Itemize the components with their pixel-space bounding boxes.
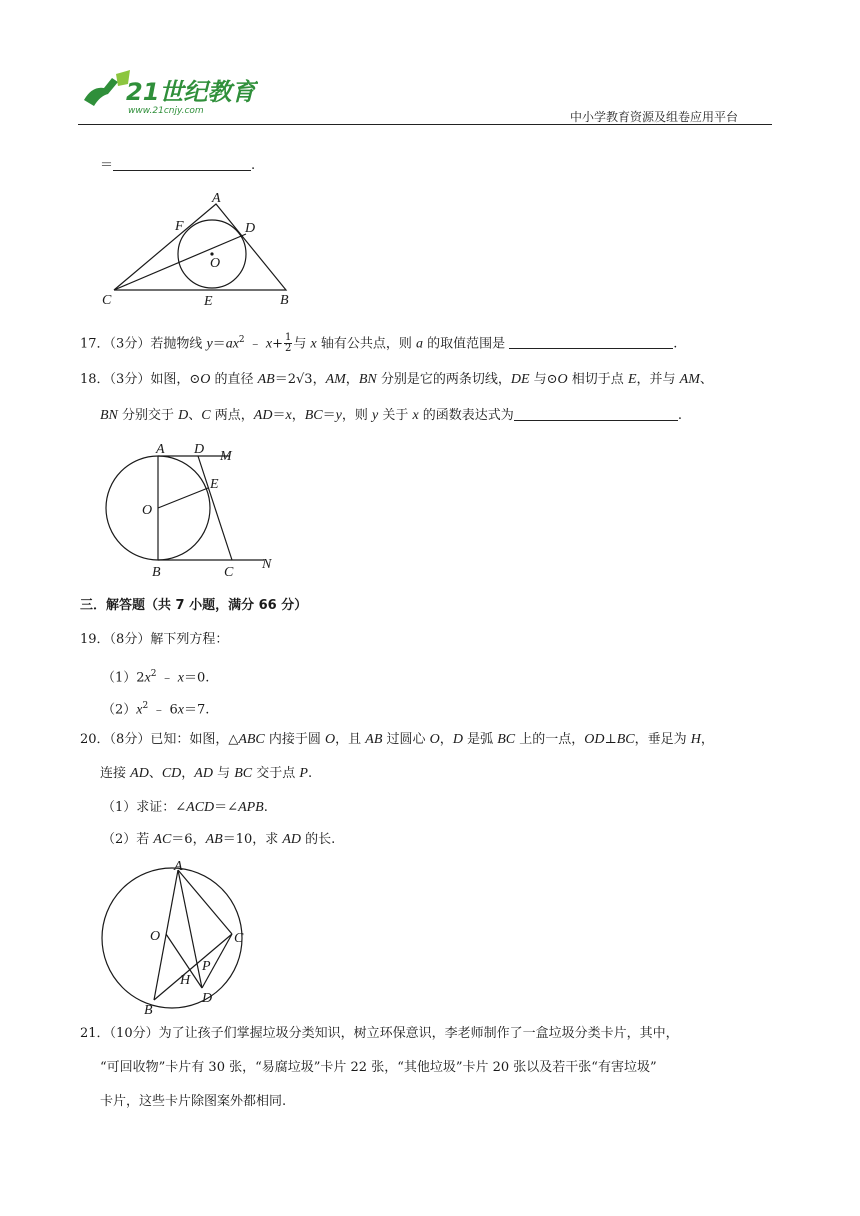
question-20-line1: 20．（8分）已知：如图，△ABC 内接于圆 O，且 AB 过圆心 O，D 是弧 BC 上的一点，OD⊥BC，垂足为 H，	[80, 732, 714, 747]
figure-circle-tangents	[100, 440, 280, 580]
chord-ac	[178, 870, 232, 934]
label-n: N	[262, 557, 272, 572]
question-20-line2: 连接 AD、CD，AD 与 BC 交于点 P.	[100, 766, 313, 781]
question-21-line1: 21．（10分）为了让孩子们掌握垃圾分类知识，树立环保意识，李老师制作了一盒垃圾分类卡片，其中，	[80, 1026, 679, 1041]
label-a: A	[174, 859, 183, 874]
section-title: 三．解答题（共 7 小题，满分 66 分）	[80, 598, 308, 613]
q19-part1: $(1)2x^2$ ﹣ x＝0.	[102, 669, 210, 686]
label-o: O	[142, 503, 153, 518]
label-b: B	[152, 565, 161, 580]
runner-icon	[84, 78, 118, 106]
figure-triangle-incircle	[98, 188, 310, 310]
triangle-abc	[114, 204, 286, 290]
question-17: 17．（3分）若抛物线 $y=ax^2$ ﹣ x+ $\frac{1}{2}$ 与 x 轴有公共点，则 a 的取值范围是 .	[80, 332, 678, 355]
header-rule	[78, 124, 772, 125]
label-b: B	[280, 293, 289, 308]
circle-o	[102, 868, 242, 1008]
label-d: D	[194, 442, 205, 457]
question-18-line1: 18．（3分）如图，⊙O 的直径 AB＝2√3，AM，BN 分别是它的两条切线，DE 与⊙O 相切于点 E，并与 AM、	[80, 372, 713, 387]
label-a: A	[212, 191, 221, 206]
label-p: P	[202, 959, 211, 974]
platform-name: 中小学教育资源及组卷应用平台	[569, 110, 738, 124]
label-c: C	[234, 931, 244, 946]
logo	[78, 66, 258, 118]
tangent-dc	[198, 456, 232, 560]
fraction-half: $\frac{1}{2}$	[285, 332, 292, 355]
label-d: D	[245, 221, 256, 236]
label-m: M	[220, 449, 232, 464]
label-h: H	[180, 973, 191, 988]
question-19: 19．（8分）解下列方程：	[80, 632, 229, 647]
q20-part1: （1）求证：∠ACD＝∠APB.	[102, 800, 268, 815]
question-18-line2: BN 分别交于 D、C 两点，AD＝x，BC＝y，则 y 关于 x 的函数表达式为 .	[100, 408, 682, 423]
answer-blank[interactable]	[113, 156, 251, 171]
q19-part2: $(2)x^2$ ﹣ 6x＝7.	[102, 701, 210, 718]
label-a: A	[156, 442, 165, 457]
q20-part2: （2）若 AC＝6，AB＝10，求 AD 的长.	[102, 832, 336, 847]
label-f: F	[175, 219, 184, 234]
question-21-line2: “可回收物”卡片有 30 张，“易腐垃圾”卡片 22 张，“其他垃圾”卡片 20 张以及若干张“有害垃圾”	[100, 1060, 657, 1075]
radius-oe	[158, 488, 208, 508]
answer-blank[interactable]	[514, 406, 678, 421]
logo-url: www.21cnjy.com	[128, 106, 204, 116]
label-c: C	[224, 565, 234, 580]
label-o: O	[150, 929, 161, 944]
label-d: D	[202, 991, 213, 1006]
answer-blank[interactable]	[509, 334, 673, 349]
label-e: E	[210, 477, 219, 492]
label-e: E	[204, 294, 213, 309]
q16-answer-line: ＝ .	[100, 158, 256, 173]
logo-text: 21世纪教育	[126, 78, 256, 106]
label-b: B	[144, 1003, 153, 1018]
question-21-line3: 卡片，这些卡片除图案外都相同.	[100, 1094, 287, 1109]
label-o: O	[210, 256, 221, 271]
label-c: C	[102, 293, 112, 308]
figure-circle-inscribed	[96, 858, 260, 1018]
page-header	[78, 66, 772, 128]
